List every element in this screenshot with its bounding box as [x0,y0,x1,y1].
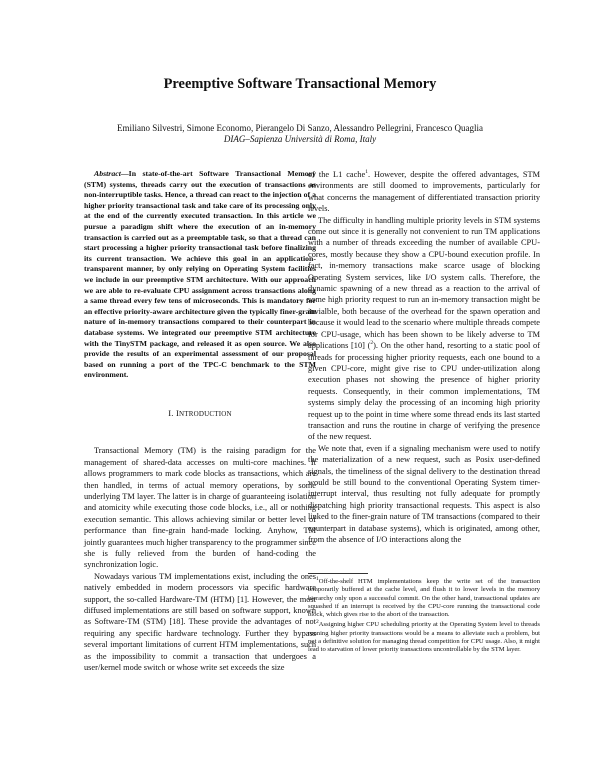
section-title-rest: NTRODUCTION [179,409,232,418]
author-list: Emiliano Silvestri, Simone Economo, Pierangelo Di Sanzo, Alessandro Pellegrini, Francesco Quaglia [117,123,483,133]
continued-text-tail: . However, despite the offered advantages, STM environments are still doomed to improvements, particularly for what concerns the management of differentiated transaction priority levels. [308,170,540,214]
footnote-rule [308,573,368,574]
footnote-text: Assigning higher CPU scheduling priority at the Operating System level to threads running higher priority transactions would be a means to alleviate such a problem, but not a definitive solution for managing thread competition for CPU usage. Also, it might lead to starvation of lower priority transactions uncontrollable by the STM layer. [308,621,540,654]
body-paragraph [308,215,540,443]
left-column [84,169,316,673]
body-paragraph: We note that, even if a signaling mechanism were used to notify the materialization of a new request, such as Posix user-defined signals, the timeliness of the signal delivery to the destination thread would be still bound to the conventional Operating System timer-interrupt interval, thus resulting not fully adequate for promptly dispatching high priority transactional requests. This aspect is also linked to the finer-grain nature of TM transactions (compared to their counterpart in database systems), which is originated, among other, from the absence of I/O interactions along the [308,443,540,544]
affiliation: DIAG–Sapienza Università di Roma, Italy [223,134,377,144]
footnotes [308,575,540,657]
footnote-text: Off-the-shelf HTM implementations keep the write set of the transaction temporarily buffered at the cache level, and flush it to lower levels in the memory hierarchy only upon a successful commit. On the other hand, transactional updates are squashed if an interrupt is received by the CPU-core running the transactional code block, which gives rise to the abort of the transaction. [308,578,540,619]
right-column [308,169,540,545]
body-paragraph: Transactional Memory (TM) is the raising paradigm for the management of shared-data accesses on multi-core machines. It allows programmers to mark code blocks as transactions, which are then handled, in terms of actual memory operations, by some underlying TM layer. The latter is in charge of guaranteeing isolation and atomicity while executing those code blocks, i.e., all or nothing execution semantic. This allows achieving similar or better level of performance than fine-grain hand-made locking. Anyhow, TM jointly guarantees much higher transparency to the programmer since she is fully relieved from the burden of hand-coding the synchronization logic. [84,446,316,570]
section-heading-introduction [84,408,316,420]
body-paragraph: Nowadays various TM implementations exist, including the ones natively embedded in modern processors via specific hardware support, the so-called Hardware-TM (HTM) [1]. However, the most diffused implementations are still based on software support, known as Software-TM (STM) [18]. These provide the advantages of not requiring any specific hardware technology. Further they bypass several important limitations of current HTM implementations, such as the impossibility to commit a transaction that undergoes a user/kernel mode switch or whose write set exceeds the size [84,571,316,672]
body-paragraph [308,169,540,215]
footnote [308,575,540,619]
paragraph-text: The difficulty in handling multiple priority levels in STM systems come out since it is generally not convenient to run TM applications with a number of threads exceeding the number of available CPU-cores, mostly because they show a CPU-bound execution profile. In fact, in-memory transactions make scarce usage of blocking Operating System services, like I/O system calls. Therefore, the dynamic spawning of a new thread as a reaction to the arrival of some high priority request to run an in-memory transaction might be invialble, both because of the overhead for the spawn operation and because it would lead to the scenario where multiple threads compete for CPU-usage, which has been shown to be likely adverse to TM applications [10] ( [308,215,540,351]
continued-text: of the L1 cache [308,170,366,179]
footnote [308,621,540,654]
footnote-ref: 1 [365,169,368,176]
paragraph-text-tail: ). On the other hand, resorting to a static pool of threads for processing higher priority requests, each one bound to a given CPU-core, might give rise to CPU under-utilization along execution phases not showing the presence of higher priority requests. Consequently, in their common implementations, TM systems simply delay the processing of an incoming high priority request up to the point in time where some thread ends its last started transaction and runs the routine in charge of verifying the presence of the new request. [308,341,541,442]
section-numeral: I. [168,407,174,418]
abstract-text: —In state-of-the-art Software Transactional Memory (STM) systems, threads carry out the execution of transactions as non-interruptible tasks. Hence, a thread can react to the injection of a higher priority transactional task and take care of its processing only at the end of the currently executed transaction. In this article we pursue a paradigm shift where the execution of an in-memory transaction is carried out as a preemptable task, so that a thread can start processing a higher priority transactional task before finalizing its current transaction. We achieve this goal in an application-transparent manner, by only relying on Operating System facilities we include in our preemptive STM architecture. With our approach we are able to re-evaluate CPU assignment across transactions along a same thread every few tens of microseconds. This is mandatory for an effective priority-aware architecture given the typically finer-grain nature of in-memory transactions compared to their counterpart in database systems. We integrated our preemptive STM architecture with the TinySTM package, and released it as open source. We also provide the results of an experimental assessment of our proposal based on running a port of the TPC-C benchmark to the STM environment. [84,169,316,380]
footnote-ref: 2 [370,340,374,347]
footnote-mark: 2 [316,619,319,626]
abstract [84,169,316,381]
footnote-mark: 1 [316,575,319,582]
abstract-label: Abstract [94,169,121,178]
section-title-initial: I [175,407,180,418]
paper-title: Preemptive Software Transactional Memory [163,76,437,92]
